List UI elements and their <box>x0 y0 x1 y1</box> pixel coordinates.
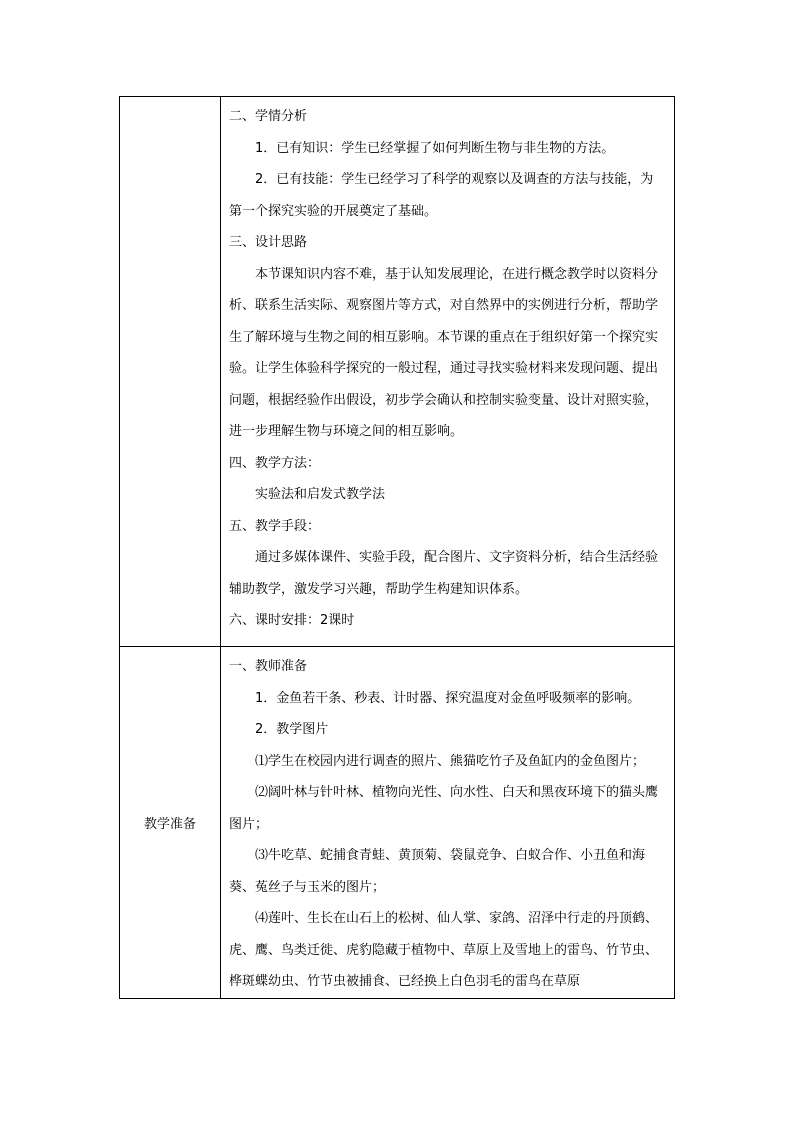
paragraph: ⑷莲叶、生长在山石上的松树、仙人掌、家鸽、沼泽中行走的丹顶鹤、虎、鹰、鸟类迁徙、虎豹隐藏于植物中、草原上及雪地上的雷鸟、竹节虫、桦斑蝶幼虫、竹节虫被捕食、已经换上白色羽毛的雷鸟在草原 <box>229 911 659 989</box>
paragraph: 2．教学图片 <box>255 722 329 737</box>
analysis-content <box>221 97 674 646</box>
paragraph: 通过多媒体课件、实验手段，配合图片、文字资料分析，结合生活经验辅助教学，激发学习兴趣，帮助学生构建知识体系。 <box>229 550 659 597</box>
paragraph: 实验法和启发式教学法 <box>255 487 386 502</box>
paragraph: 本节课知识内容不难，基于认知发展理论，在进行概念教学时以资料分析、联系生活实际、观察图片等方式，对自然界中的实例进行分析，帮助学生了解环境与生物之间的相互影响。本节课的重点在于组织好第一个探究实验。让学生体验科学探究的一般过程，通过寻找实验材料来发现问题、提出问题，根据经验作出假设，初步学会确认和控制实验变量、设计对照实验，进一步理解生物与环境之间的相互影响。 <box>229 266 659 439</box>
lesson-plan-table <box>119 96 675 999</box>
paragraph: ⑵阔叶林与针叶林、植物向光性、向水性、白天和黑夜环境下的猫头鹰图片； <box>229 785 659 832</box>
paragraph: 二、学情分析 <box>229 109 308 124</box>
paragraph: ⑴学生在校园内进行调查的照片、熊猫吃竹子及鱼缸内的金鱼图片； <box>255 753 646 769</box>
row-label-cell <box>120 97 221 647</box>
row-content-cell <box>221 647 675 999</box>
row-label: 教学准备 <box>143 817 196 832</box>
paragraph: 四、教学方法： <box>229 455 321 471</box>
paragraph: 1．已有知识：学生已经掌握了如何判断生物与非生物的方法。 <box>255 140 615 156</box>
paragraph: 2．已有技能：学生已经学习了科学的观察以及调查的方法与技能，为第一个探究实验的开展奠定了基础。 <box>229 172 654 219</box>
paragraph: 1．金鱼若干条、秒表、计时器、探究温度对金鱼呼吸频率的影响。 <box>255 690 641 706</box>
table-row <box>120 97 675 647</box>
preparation-content <box>221 647 674 998</box>
row-label-cell <box>120 647 221 999</box>
paragraph: 三、设计思路 <box>229 235 308 250</box>
row-content-cell <box>221 97 675 647</box>
paragraph: 一、教师准备 <box>229 659 308 674</box>
paragraph: 五、教学手段： <box>229 518 321 534</box>
paragraph: ⑶牛吃草、蛇捕食青蛙、黄顶菊、袋鼠竞争、白蚁合作、小丑鱼和海葵、菟丝子与玉米的图片； <box>229 848 646 895</box>
table-row <box>120 647 675 999</box>
paragraph: 六、课时安排：2课时 <box>229 613 355 628</box>
